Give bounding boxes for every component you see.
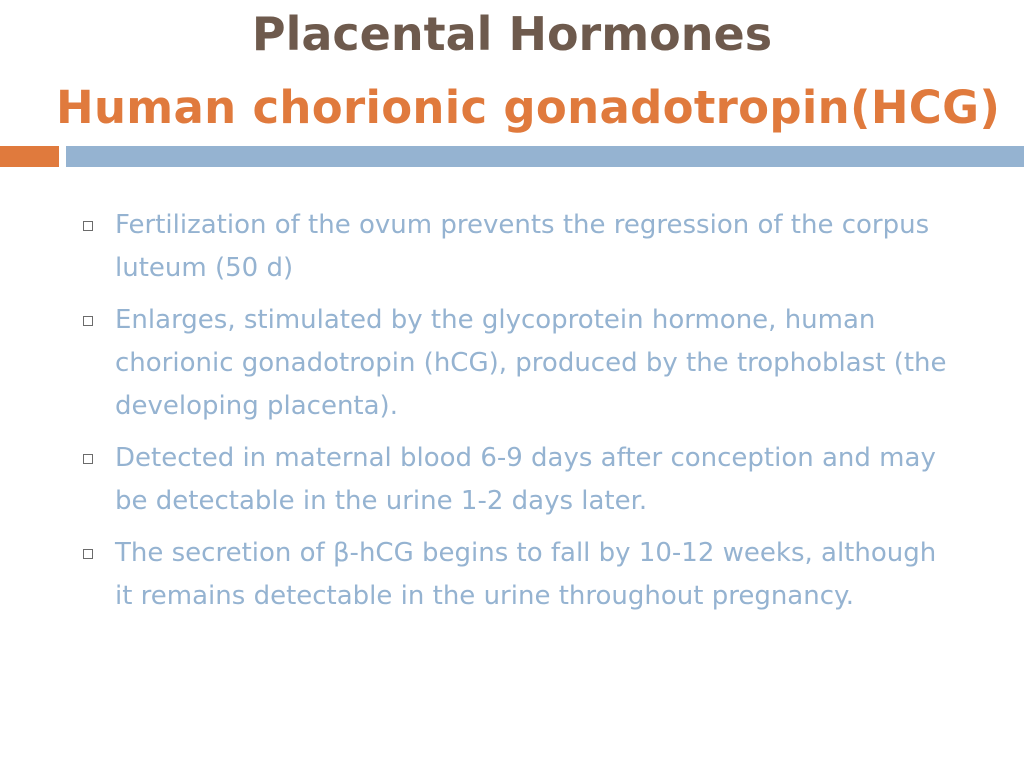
bullet-item	[80, 299, 960, 428]
square-bullet-icon	[83, 316, 93, 326]
title-divider-accent	[0, 146, 59, 167]
bullet-item	[80, 204, 960, 290]
slide-subtitle: Human chorionic gonadotropin(HCG)	[56, 81, 1001, 134]
title-divider-bar	[66, 146, 1024, 167]
square-bullet-icon	[83, 454, 93, 464]
bullet-text: Detected in maternal blood 6-9 days after conception and may be detectable in the urine 1-2 days later.	[115, 443, 936, 516]
slide-title: Placental Hormones	[251, 7, 773, 61]
bullet-item	[80, 532, 960, 618]
bullet-item	[80, 437, 960, 523]
bullet-text: The secretion of β-hCG begins to fall by 10-12 weeks, although it remains detectable in the urine throughout pregnancy.	[115, 538, 937, 611]
bullet-text: Enlarges, stimulated by the glycoprotein hormone, human chorionic gonadotropin (hCG), produced by the trophoblast (the developing placenta).	[115, 305, 947, 421]
square-bullet-icon	[83, 549, 93, 559]
bullet-text: Fertilization of the ovum prevents the regression of the corpus luteum (50 d)	[115, 210, 930, 283]
square-bullet-icon	[83, 221, 93, 231]
bullet-list	[80, 204, 960, 627]
